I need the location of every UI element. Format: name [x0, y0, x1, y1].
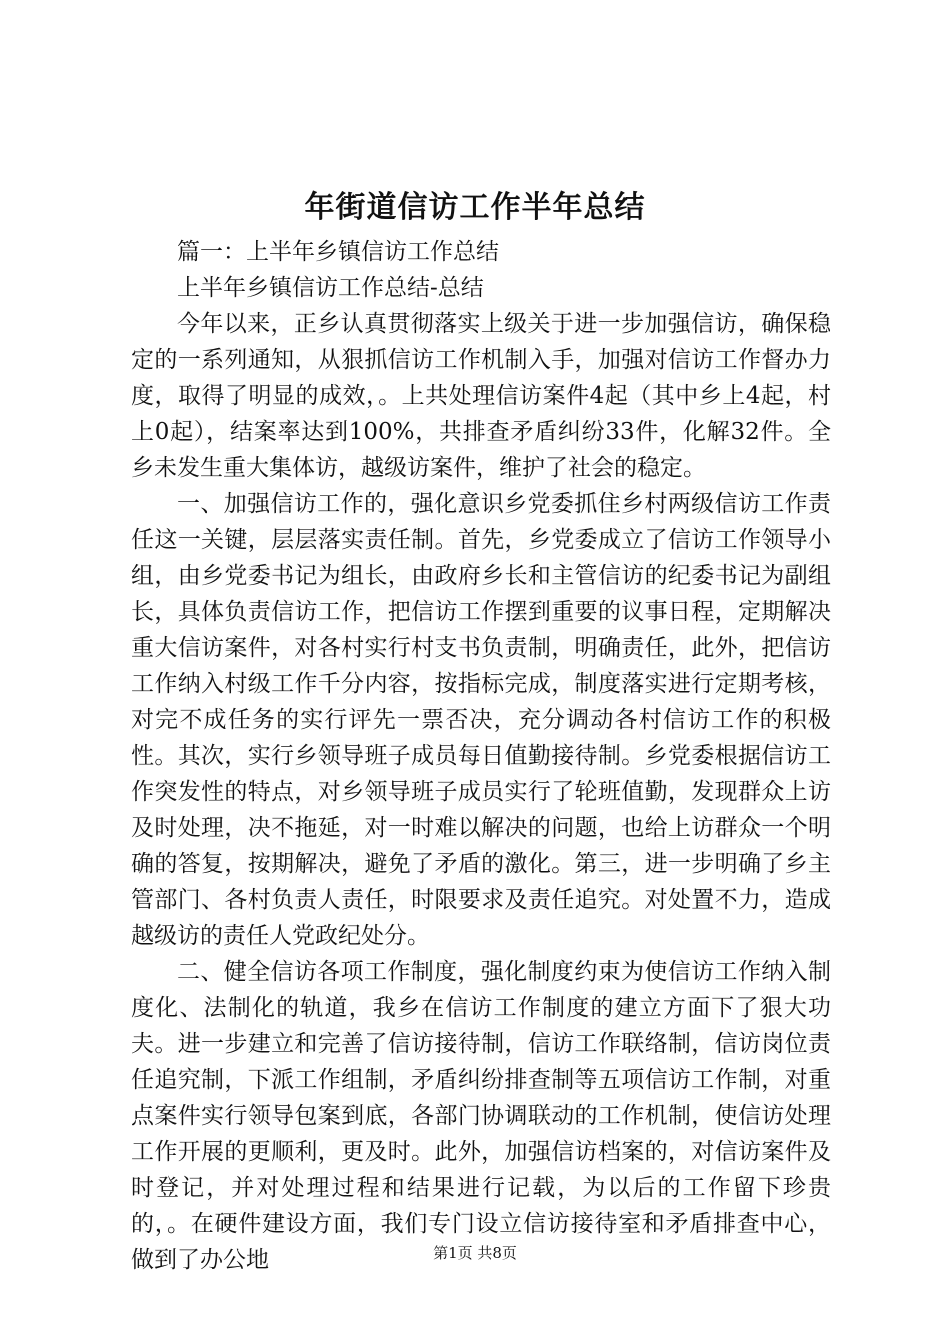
document-body [131, 234, 831, 1278]
document-title: 年街道信访工作半年总结 [304, 190, 646, 225]
subheading: 上半年乡镇信访工作总结-总结 [177, 275, 484, 301]
paragraph-intro: 今年以来，正乡认真贯彻落实上级关于进一步加强信访，确保稳定的一系列通知，从狠抓信访工作机制入手，加强对信访工作督办力度，取得了明显的成效，。上共处理信访案件4起（其中乡上4起，村上0起），结案率达到100%，共排查矛盾纠纷33件，化解32件。全乡未发生重大集体访，越级访案件，维护了社会的稳定。 [131, 311, 831, 481]
page-footer: 第1页 共8页 [433, 1244, 517, 1262]
paragraph-section-one: 一、加强信访工作的，强化意识乡党委抓住乡村两级信访工作责任这一关键，层层落实责任制。首先，乡党委成立了信访工作领导小组，由乡党委书记为组长，由政府乡长和主管信访的纪委书记为副组长，具体负责信访工作，把信访工作摆到重要的议事日程，定期解决重大信访案件，对各村实行村支书负责制，明确责任，此外，把信访工作纳入村级工作千分内容，按指标完成，制度落实进行定期考核，对完不成任务的实行评先一票否决，充分调动各村信访工作的积极性。其次，实行乡领导班子成员每日值勤接待制。乡党委根据信访工作突发性的特点，对乡领导班子成员实行了轮班值勤，发现群众上访及时处理，决不拖延，对一时难以解决的问题，也给上访群众一个明确的答复，按期解决，避免了矛盾的激化。第三，进一步明确了乡主管部门、各村负责人责任，时限要求及责任追究。对处置不力，造成越级访的责任人党政纪处分。 [131, 491, 831, 949]
section-heading: 篇一：上半年乡镇信访工作总结 [177, 239, 499, 265]
paragraph-section-two: 二、健全信访各项工作制度，强化制度约束为使信访工作纳入制度化、法制化的轨道，我乡在信访工作制度的建立方面下了狠大功夫。进一步建立和完善了信访接待制，信访工作联络制，信访岗位责任追究制，下派工作组制，矛盾纠纷排查制等五项信访工作制，对重点案件实行领导包案到底，各部门协调联动的工作机制，使信访处理工作开展的更顺利，更及时。此外，加强信访档案的，对信访案件及时登记，并对处理过程和结果进行记载，为以后的工作留下珍贵的，。在硬件建设方面，我们专门设立信访接待室和矛盾排查中心，做到了办公地 [131, 959, 831, 1273]
